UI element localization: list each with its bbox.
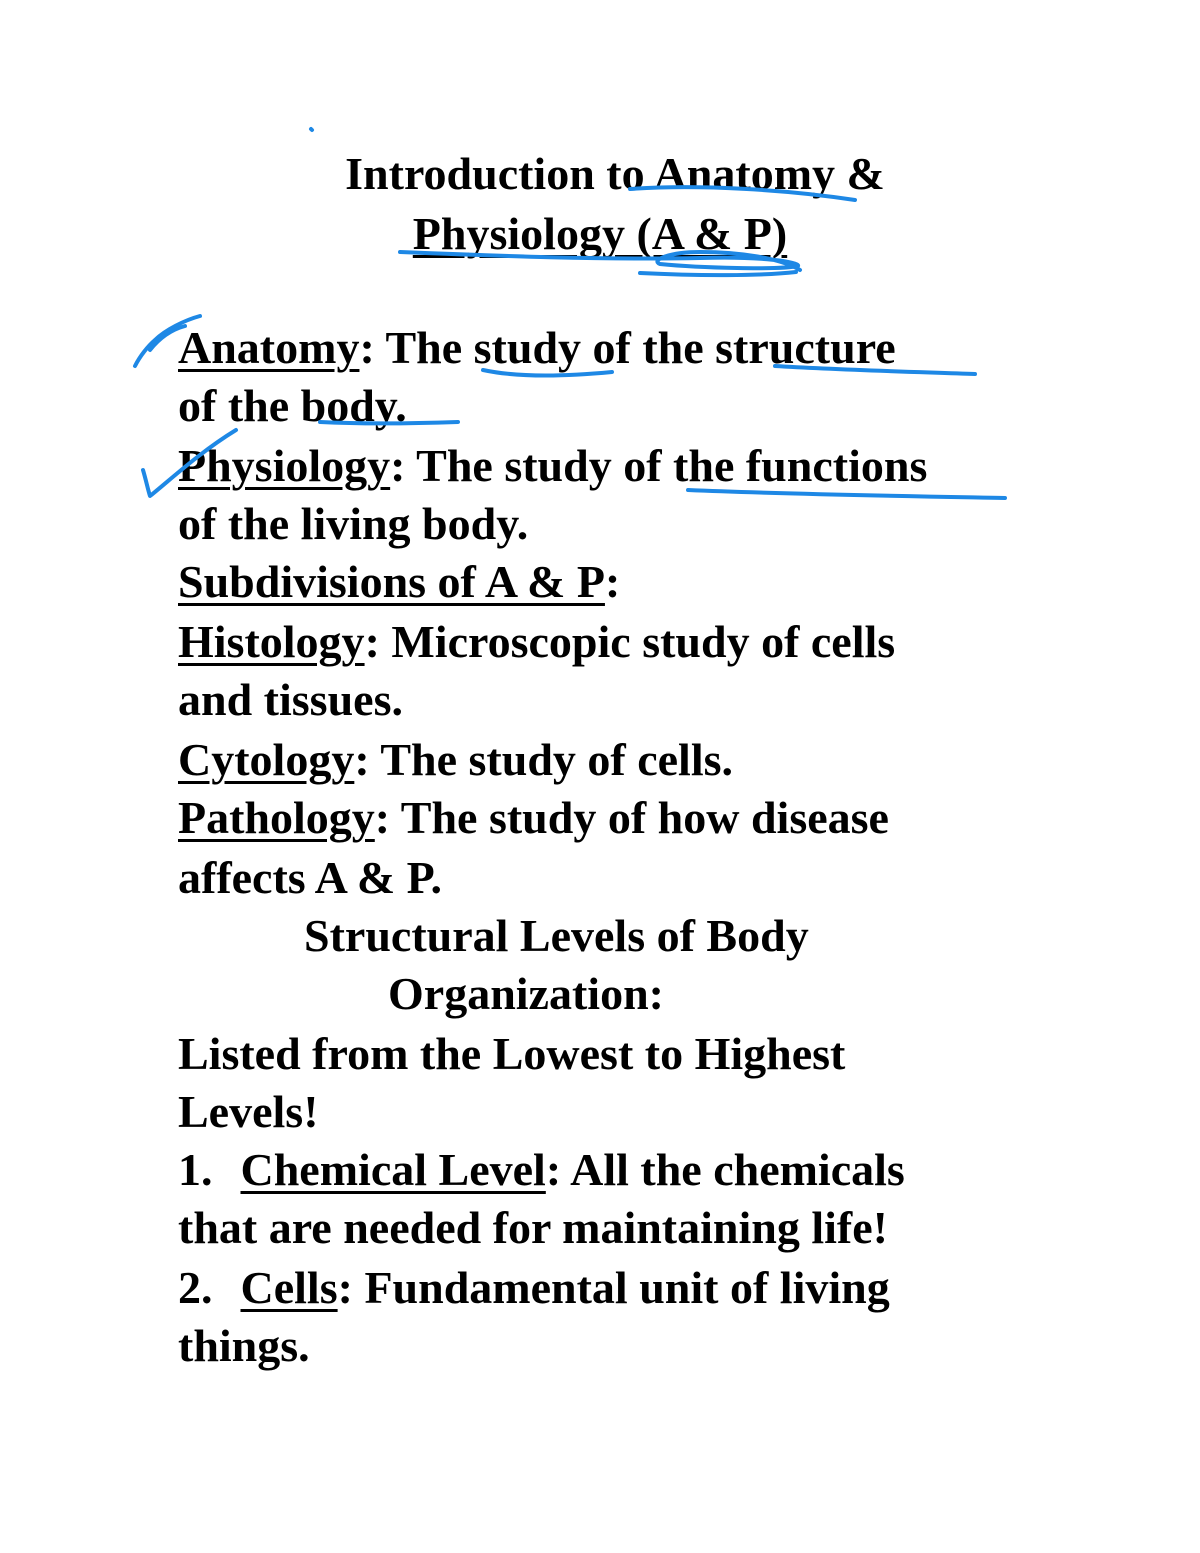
- cytology-text: The study of cells.: [380, 734, 734, 785]
- histology-text-cont: and tissues.: [178, 674, 403, 725]
- histology-text: Microscopic study of cells: [391, 616, 896, 667]
- level-item-2-text-cont: things.: [178, 1320, 310, 1371]
- level-item-2-number: 2.: [178, 1262, 213, 1313]
- level-item-1-number: 1.: [178, 1144, 213, 1195]
- cytology-sep: :: [354, 734, 381, 785]
- level-item-1-term: Chemical Level: [240, 1144, 546, 1195]
- level-item-2-cont: [178, 1318, 310, 1374]
- title-text-2: Physiology (A & P): [412, 208, 788, 259]
- level-item-2-term: Cells: [240, 1262, 338, 1313]
- physiology-text-cont: of the living body.: [178, 498, 529, 549]
- pathology-definition: [178, 790, 889, 846]
- pathology-text: The study of how disease: [400, 792, 889, 843]
- physiology-sep: :: [390, 440, 417, 491]
- physiology-definition: [178, 438, 927, 494]
- structural-heading-1: [304, 908, 809, 964]
- level-item-2-text: Fundamental unit of living: [364, 1262, 890, 1313]
- structural-intro-1: [178, 1026, 845, 1082]
- level-item-1-cont: [178, 1200, 888, 1256]
- level-item-1: [178, 1142, 905, 1198]
- subdivisions-heading: [178, 554, 620, 610]
- histology-sep: :: [364, 616, 392, 667]
- structural-intro-2: [178, 1084, 319, 1140]
- level-item-2: [178, 1260, 890, 1316]
- level-item-2-sep: :: [337, 1262, 365, 1313]
- anatomy-text-cont: of the body.: [178, 380, 407, 431]
- pathology-definition-cont: [178, 850, 442, 906]
- subdivisions-term: Subdivisions of A & P: [178, 556, 605, 607]
- structural-intro-text-2: Levels!: [178, 1086, 319, 1137]
- anatomy-sep: :: [359, 322, 386, 373]
- structural-intro-text-1: Listed from the Lowest to Highest: [178, 1028, 846, 1079]
- anatomy-definition-cont: [178, 378, 407, 434]
- level-item-1-sep: :: [545, 1144, 571, 1195]
- cytology-definition: [178, 732, 733, 788]
- subdivisions-sep: :: [604, 556, 621, 607]
- physiology-definition-cont: [178, 496, 528, 552]
- cytology-term: Cytology: [178, 734, 355, 785]
- structural-heading-text-2: Organization:: [388, 968, 664, 1019]
- histology-definition-cont: [178, 672, 403, 728]
- histology-definition: [178, 614, 895, 670]
- level-item-1-text-cont: that are needed for maintaining life!: [178, 1202, 888, 1253]
- ink-underline-physiology-title-2: [640, 272, 796, 275]
- anatomy-text: The study of the structure: [385, 322, 896, 373]
- physiology-term: Physiology: [178, 440, 391, 491]
- pathology-text-cont: affects A & P.: [178, 852, 443, 903]
- structural-heading-text-1: Structural Levels of Body: [304, 910, 809, 961]
- anatomy-term: Anatomy: [178, 322, 360, 373]
- pathology-sep: :: [374, 792, 401, 843]
- anatomy-definition: [178, 320, 896, 376]
- title-text-1: Introduction to Anatomy &: [345, 148, 885, 199]
- histology-term: Histology: [178, 616, 365, 667]
- title-line-1: [0, 146, 1200, 202]
- level-item-1-text: All the chemicals: [570, 1144, 905, 1195]
- pathology-term: Pathology: [178, 792, 375, 843]
- physiology-text: The study of the functions: [416, 440, 928, 491]
- ink-dot: [311, 129, 312, 130]
- structural-heading-2: [388, 966, 664, 1022]
- title-line-2: [0, 206, 1200, 262]
